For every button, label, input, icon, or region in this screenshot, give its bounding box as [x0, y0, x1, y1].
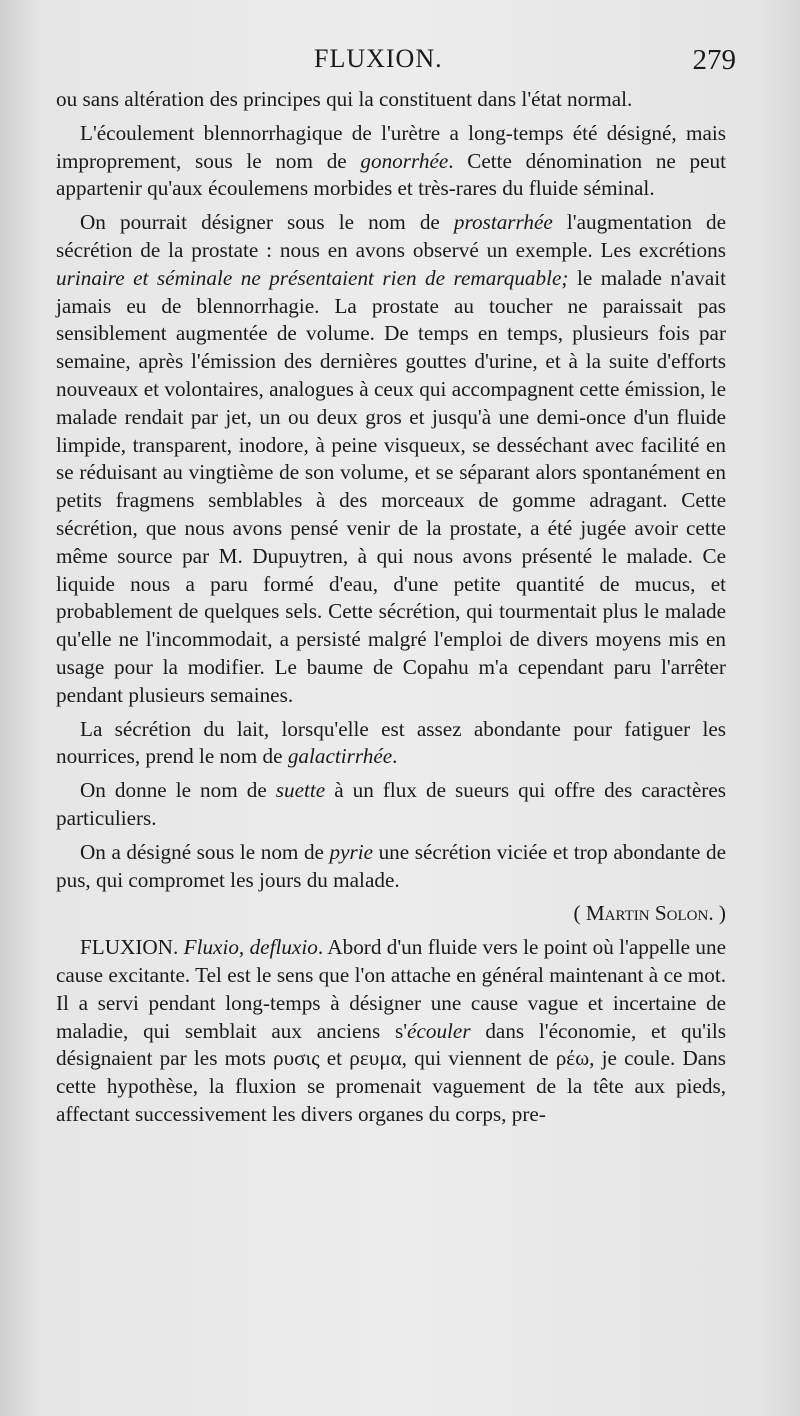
paragraph-suette: On donne le nom de suette à un flux de sueurs qui offre des caractères particuliers. — [56, 778, 726, 830]
author-signature: ( Martin Solon. ) — [573, 901, 726, 926]
running-title: FLUXION. — [314, 44, 443, 73]
page-number: 279 — [692, 44, 736, 76]
paragraph-pyrie: On a désigné sous le nom de pyrie une sécrétion viciée et trop abondante de pus, qui compromet les jours du malade. — [56, 839, 726, 892]
paragraph-gonorrhee: L'écoulement blennorrhagique de l'urètre a long-temps été désigné, mais improprement, sous le nom de gonorrhée. Cette dénomination ne peut appartenir qu'aux écoulemens morbides et très-rares du fluide séminal. — [56, 120, 726, 201]
paragraph-fluxion-entry: FLUXION. Fluxio, defluxio. Abord d'un fluide vers le point où l'appelle une cause excitante. Tel est le sens que l'on attache en général maintenant à ce mot. Il a servi pendant long-temps à désigner une cause vague et incertaine de maladie, qui semblait aux anciens s'écouler dans l'économie, et qu'ils désignaient par les mots ρυσις et ρευμα, qui viennent de ρέω, je coule. Dans cette hypothèse, la fluxion se promenait vaguement de la tête aux pieds, affectant successivement les divers organes du corps, pre- — [56, 935, 727, 1126]
paragraph-continuation: ou sans altération des principes qui la constituent dans l'état normal. — [56, 87, 633, 111]
paragraph-prostarrhee: On pourrait désigner sous le nom de prostarrhée l'augmentation de sécrétion de la prostate : nous en avons observé un exemple. Les excrétions urinaire et séminale ne présentaient rien de remarquable; le malade n'avait jamais eu de blennorrhagie. La prostate au toucher ne paraissait pas sensiblement augmentée de volume. De temps en temps, plusieurs fois par semaine, après l'émission des dernières gouttes d'urine, et à la suite d'efforts nouveaux et volontaires, analogues à ceux qui accompagnent cette émission, le malade rendait par jet, un ou deux gros et jusqu'à une demi-once d'un fluide limpide, transparent, inodore, à peine visqueux, se desséchant avec facilité en se réduisant au vingtième de son volume, et se séparant alors spontanément en petits fragmens semblables à des morceaux de gomme adragant. Cette sécrétion, que nous avons pensé venir de la prostate, a été jugée avoir cette même source par M. Dupuytren, à qui nous avons présenté le malade. Ce liquide nous a paru formé d'eau, d'une petite quantité de mucus, et probablement de quelques sels. Cette sécrétion, qui tourmentait plus le malade qu'elle ne l'incommodait, a persisté malgré l'emploi de divers moyens mis en usage pour la modifier. Le baume de Copahu m'a cependant paru l'arrêter pendant plusieurs semaines. — [56, 210, 726, 707]
page-header — [56, 44, 736, 84]
paragraph-galactirrhee: La sécrétion du lait, lorsqu'elle est assez abondante pour fatiguer les nourrices, prend le nom de galactirrhée. — [56, 716, 726, 769]
body-text — [56, 86, 726, 1135]
